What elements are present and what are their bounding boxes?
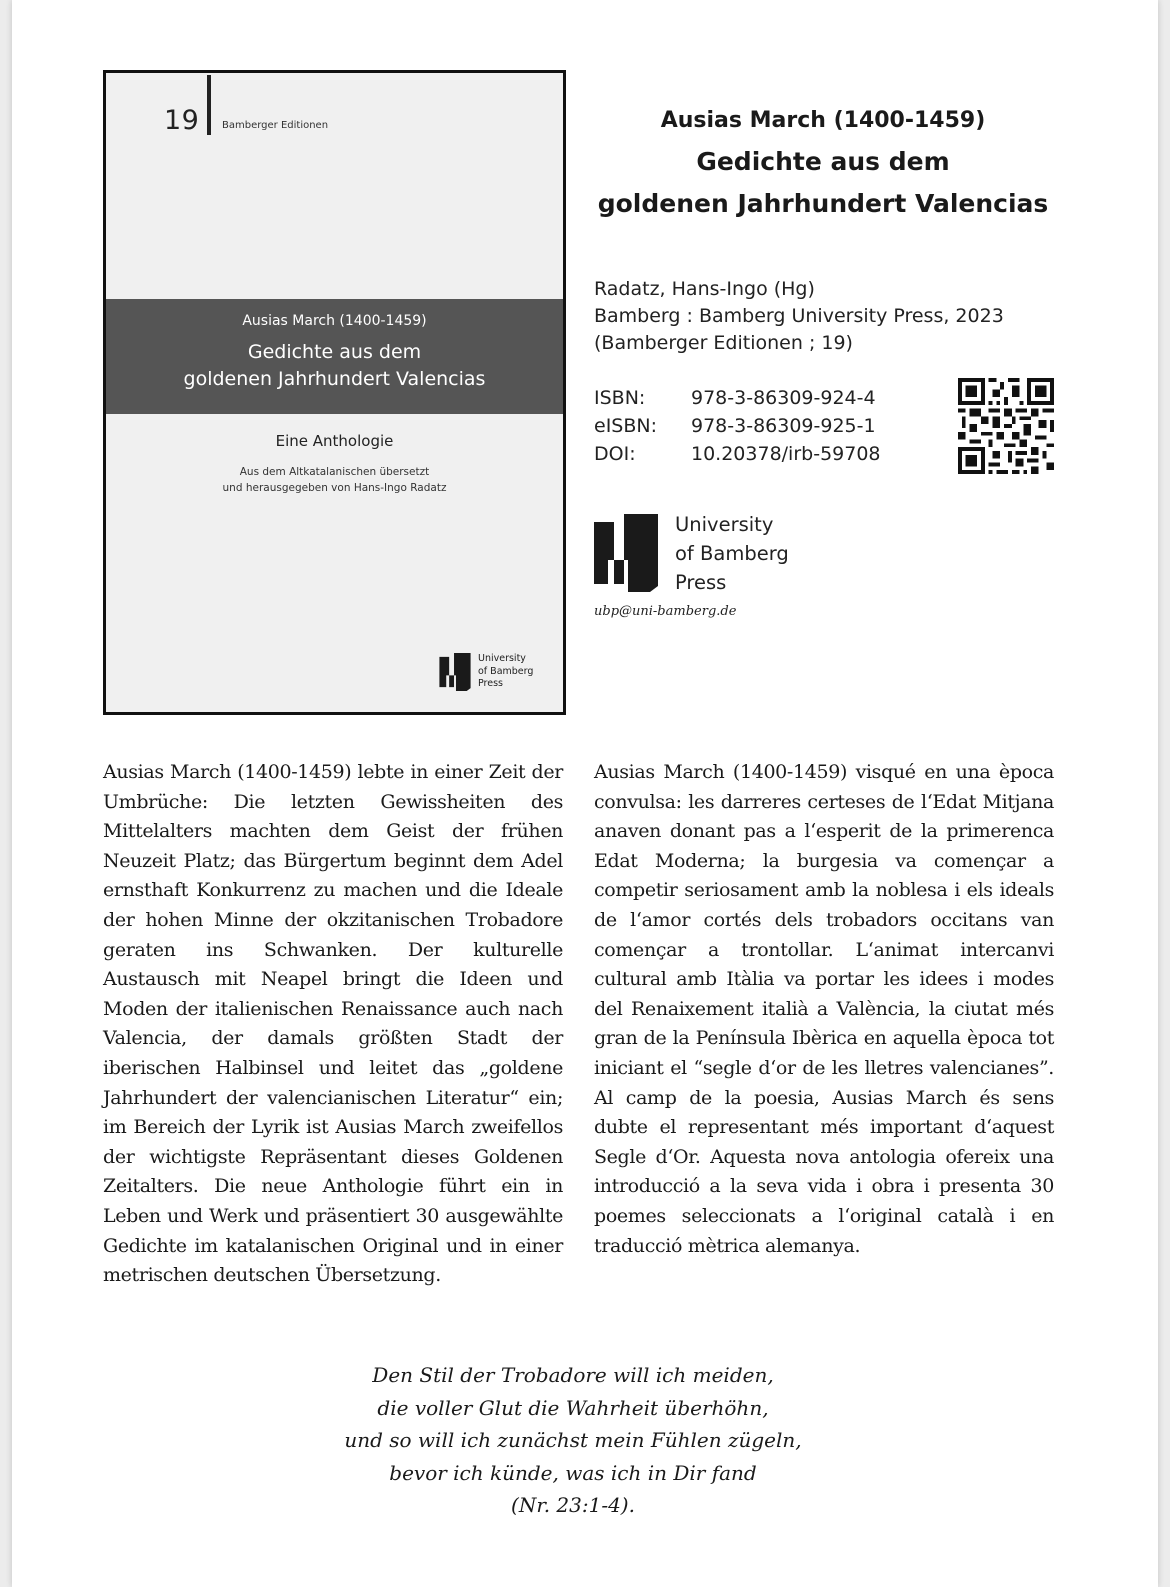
press-name-line3: Press — [675, 571, 727, 594]
press-name-line2: of Bamberg — [675, 542, 789, 565]
quote-line1: Den Stil der Trobadore will ich meiden, — [372, 1363, 774, 1387]
heading-title-line2: goldenen Jahrhundert Valencias — [597, 189, 1049, 218]
press-logo-icon — [594, 514, 658, 592]
press-email-link[interactable]: ubp@uni-bamberg.de — [594, 604, 737, 619]
cover-subtitle: Eine Anthologie — [275, 432, 394, 450]
cover-author: Ausias March (1400-1459) — [242, 313, 427, 329]
quote-line2: die voller Glut die Wahrheit überhöhn, — [377, 1395, 769, 1420]
doi-label: DOI: — [594, 443, 636, 465]
cover-title-band — [106, 299, 563, 414]
bibliographic-info — [594, 276, 1004, 357]
press-name-line1: University — [675, 513, 774, 536]
cover-press-line2: of Bamberg — [478, 665, 534, 677]
cover-note — [106, 464, 563, 496]
cover-title-line1: Gedichte aus dem — [247, 341, 422, 363]
cover-volume-number: 19 — [164, 105, 200, 136]
doi-row — [594, 440, 881, 468]
heading-title-line1: Gedichte aus dem — [696, 147, 950, 176]
description-german: Ausias March (1400-1459) lebte in einer Zeit der Umbrüche: Die letzten Gewissheiten des Mittelalters machten dem Geist der frühen Neuzeit Platz; das Bürgertum beginnt dem Adel ernsthaft Konkurrenz zu machen und die Ideale der hohen Minne der okzitanischen Trobadore geraten ins Schwanken. Der kulturelle Austausch mit Neapel bringt die Ideen und Moden der italienischen Renaissance auch nach Valencia, der damals größten Stadt der iberischen Halbinsel und leitet das „goldene Jahrhundert der valencianischen Literatur“ ein; im Bereich der Lyrik ist Ausias March zweifellos der wichtigste Repräsentant dieses Goldenen Zeitalters. Die neue Anthologie führt ein in Leben und Werk und präsentiert 30 ausgewählte Gedichte im katalanischen Original und in einer metrischen deutschen Übersetzung. — [103, 761, 563, 1287]
poem-quote — [273, 1359, 873, 1522]
book-heading — [590, 108, 1056, 225]
eisbn-row — [594, 412, 881, 440]
description-catalan: Ausias March (1400-1459) visqué en una època convulsa: les darreres certeses de l‘Edat Mitjana anaven donant pas a l‘esperit de la primerenca Edat Moderna; la burgesia va començar a competir seriosament amb la noblesa i els ideals de l‘amor cortés dels trobadors occitans van començar a trontollar. L‘animat intercanvi cultural amb Itàlia va portar les idees i modes del Renaixement italià a València, la ciutat més gran de la Península Ibèrica en aquella època tot iniciant el “segle d‘or de les lletres valencianes”. Al camp de la poesia, Ausias March és sens dubte el representant més important d‘aquest Segle d‘Or. Aquesta nova antologia ofereix una introducció a la seva vida i obra i presenta 30 poemes seleccionats a l‘original català i en traducció mètrica alemanya. — [594, 761, 1054, 1257]
biblio-publisher: Bamberg : Bamberg University Press, 2023 — [594, 305, 1004, 327]
isbn-value: 978-3-86309-924-4 — [691, 387, 876, 409]
heading-author: Ausias March (1400-1459) — [660, 108, 986, 133]
cover-note-line1: Aus dem Altkatalanischen übersetzt — [239, 466, 430, 478]
cover-press-name — [478, 653, 533, 691]
quote-line3: und so will ich zunächst mein Fühlen zügeln, — [344, 1428, 802, 1452]
cover-press-logo-icon — [438, 653, 472, 691]
biblio-editor: Radatz, Hans-Ingo (Hg) — [594, 278, 815, 300]
quote-reference: (Nr. 23:1-4). — [511, 1493, 635, 1517]
cover-title — [106, 339, 563, 393]
cover-press-line1: University — [478, 653, 526, 664]
cover-divider-bar — [207, 75, 211, 135]
cover-note-line2: und herausgegeben von Hans-Ingo Radatz — [222, 482, 447, 494]
heading-title — [590, 141, 1056, 225]
doi-value[interactable]: 10.20378/irb-59708 — [691, 443, 881, 465]
identifier-list — [594, 384, 881, 468]
eisbn-label: eISBN: — [594, 415, 658, 437]
cover-press-line3: Press — [478, 678, 504, 689]
isbn-row — [594, 384, 881, 412]
isbn-label: ISBN: — [594, 387, 646, 409]
cover-series-label: Bamberger Editionen — [222, 120, 329, 131]
cover-title-line2: goldenen Jahrhundert Valencias — [183, 368, 486, 390]
biblio-series: (Bamberger Editionen ; 19) — [594, 332, 853, 354]
press-name — [675, 510, 789, 597]
eisbn-value: 978-3-86309-925-1 — [691, 415, 876, 437]
book-cover — [103, 70, 566, 715]
quote-line4: bevor ich künde, was ich in Dir fand — [389, 1460, 757, 1485]
qr-code-icon[interactable] — [958, 378, 1054, 474]
